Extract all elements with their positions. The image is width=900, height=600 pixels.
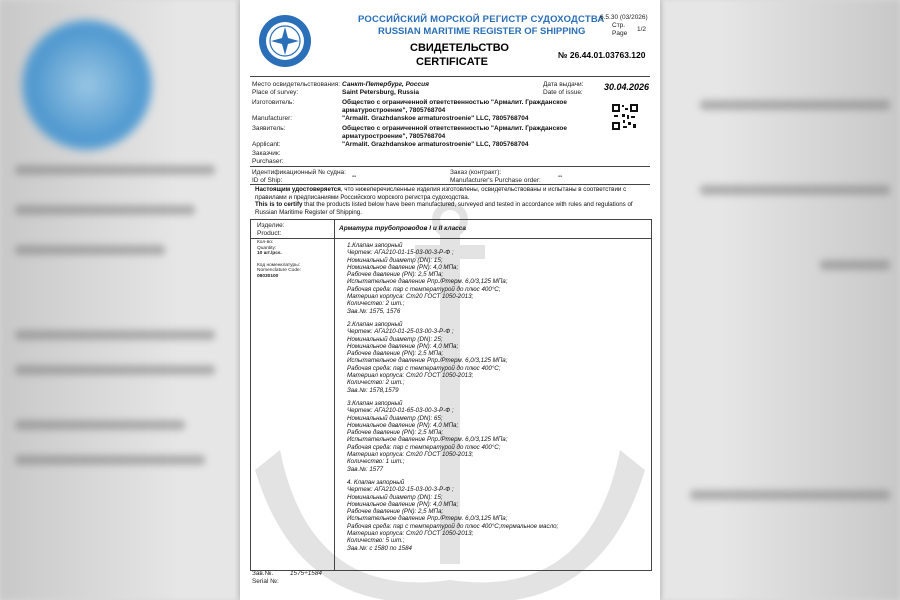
form-code: 6.5.30 (03/2026): [600, 14, 648, 21]
applicant-value-en: "Armalit. Grazhdanskoe armaturostroenie" LLC, 7805768704: [342, 141, 529, 148]
item-line: 1.Клапан запорный: [347, 242, 403, 249]
item-line: Зав.№: 1578,1579: [347, 386, 399, 394]
product-name: Арматура трубопроводов I и II класса: [339, 225, 467, 232]
blur-line: [15, 455, 205, 465]
item-line: Номинальный диаметр (DN): 15;: [347, 493, 443, 501]
place-value-ru: Санкт-Петербург, Россия: [342, 81, 429, 88]
date-label-en: Date of issue:: [543, 89, 583, 96]
item-line: Рабочая среда: пар с температурой до плюс 400°С;: [347, 443, 501, 451]
blur-line: [700, 100, 890, 110]
place-label-en: Place of survey:: [252, 89, 299, 96]
item-list: [347, 242, 558, 558]
blur-line: [820, 260, 890, 270]
item-line: Рабочее давление (PN): 2,5 МПа;: [347, 508, 444, 516]
manufacturer-value-en: "Armalit. Grazhdanskoe armaturostroenie" LLC, 7805768704: [342, 115, 529, 122]
manufacturer-value-ru-1: Общество с ограниченной ответственностью "Армалит. Гражданское: [342, 99, 567, 106]
item-line: Чертеж: АГА210-01-65-03-00-3-Р-Ф ;: [347, 407, 454, 415]
item-line: Количество: 1 шт.;: [347, 458, 405, 466]
item-line: Номинальное давление (PN): 4,0 МПа;: [347, 421, 459, 429]
quantity-value: 10 шт./pcs.: [257, 251, 282, 257]
title-ru: СВИДЕТЕЛЬСТВО: [410, 42, 509, 54]
title-en: CERTIFICATE: [416, 56, 488, 68]
item-line: Чертеж: АГА210-01-15-03-00-3-Р-Ф ;: [347, 249, 454, 257]
item-line: Зав.№: с 1580 по 1584: [347, 544, 412, 552]
quantity-label-en: Quantity:: [257, 245, 277, 251]
list-item: [347, 400, 558, 473]
purchaser-label-en: Purchaser:: [252, 158, 284, 165]
item-line: Материал корпуса: Ст20 ГОСТ 1050-2013;: [347, 529, 474, 537]
rs-seal-icon: [258, 14, 312, 68]
ship-id-label-ru: Идентификационный № судна:: [252, 169, 346, 176]
applicant-value-ru-2: арматуростроение", 7805768704: [342, 133, 446, 140]
blur-line: [15, 205, 195, 215]
issue-date: 30.04.2026: [604, 82, 650, 92]
applicant-label-ru: Заявитель:: [252, 125, 286, 132]
org-name-ru: РОССИЙСКИЙ МОРСКОЙ РЕГИСТР СУДОХОДСТВА: [358, 14, 605, 25]
serial-label-ru: Зав.№.: [252, 570, 274, 577]
statement-ru-text: , что нижеперечисленные изделия изготовлены, освидетельствованы и испытаны в соответствии с правилами и предписаниями Российского морского регистра судоходства.: [255, 186, 627, 201]
item-line: Номинальный диаметр (DN): 15;: [347, 256, 443, 264]
product-label-en: Product:: [257, 230, 282, 237]
manufacturer-value-ru-2: арматуростроение", 7805768704: [342, 107, 446, 114]
nomenclature-label-ru: Код номенклатуры:: [257, 262, 300, 268]
page-number: 1/2: [637, 26, 647, 33]
item-line: Материал корпуса: Ст20 ГОСТ 1050-2013;: [347, 293, 474, 301]
item-line: Испытательное давление Pпр./Pтерм. 6,0/3,125 МПа;: [347, 515, 508, 523]
item-line: Материал корпуса: Ст20 ГОСТ 1050-2013;: [347, 372, 474, 380]
manufacturer-label-en: Manufacturer:: [252, 115, 293, 122]
product-label-ru: Изделие:: [257, 222, 285, 229]
item-line: Рабочее давление (PN): 2,5 МПа;: [347, 350, 444, 358]
table-divider: [334, 220, 335, 570]
item-line: Рабочая среда: пар с температурой до плюс 400°С;: [347, 285, 501, 293]
item-line: 2.Клапан запорный: [347, 320, 403, 328]
page-label-en: Page: [612, 30, 628, 37]
list-item: [347, 321, 558, 394]
certificate-page: [240, 0, 660, 600]
statement-ru-bold: Настоящим удостоверяется: [255, 186, 341, 193]
item-line: Чертеж: АГА210-01-25-03-00-3-Р-Ф ;: [347, 328, 454, 336]
statement-en-text: that the products listed below have been manufactured, surveyed and tested in accordance with rules and regulations of Russian Maritime Register of Shipping.: [255, 201, 633, 216]
list-item: [347, 242, 558, 315]
product-table: [250, 219, 652, 571]
order-value: --: [558, 173, 563, 180]
order-label-en: Manufacturer's Purchase order:: [450, 177, 541, 184]
product-details: [257, 240, 301, 280]
divider: [250, 166, 650, 167]
blur-line: [15, 165, 215, 175]
org-name-en: RUSSIAN MARITIME REGISTER OF SHIPPING: [378, 26, 586, 37]
blurred-logo: [22, 20, 152, 150]
item-line: Испытательное давление Pпр./Pтерм. 6,0/3,125 МПа;: [347, 278, 508, 286]
item-line: Номинальное давление (PN): 4,0 МПа;: [347, 500, 459, 508]
order-label-ru: Заказ (контракт):: [450, 169, 502, 176]
nomenclature-label-en: Nomenclature Code:: [257, 268, 301, 274]
item-line: Номинальное давление (PN): 4,0 МПа;: [347, 342, 459, 350]
manufacturer-label-ru: Изготовитель:: [252, 99, 295, 106]
item-line: Номинальное давление (PN): 4,0 МПа;: [347, 263, 459, 271]
page-label-ru: Стр.: [612, 22, 626, 29]
place-value-en: Saint Petersburg, Russia: [342, 89, 419, 96]
blur-line: [15, 330, 215, 340]
serial-label-en: Serial №:: [252, 578, 279, 585]
purchaser-label-ru: Заказчик:: [252, 150, 281, 157]
blur-line: [700, 185, 890, 195]
place-label-ru: Место освидетельствования:: [252, 81, 341, 88]
item-line: Чертеж: АГА210-02-15-03-00-3-Р-Ф ;: [347, 486, 454, 494]
page-indicator: [612, 22, 646, 38]
item-line: Рабочая среда: пар с температурой до плюс 400°С;термальное масло;: [347, 522, 559, 530]
ship-id-label-en: ID of Ship:: [252, 177, 283, 184]
nomenclature-code: 08030100: [257, 273, 279, 279]
blur-line: [690, 490, 890, 500]
item-line: Количество: 5 шт.;: [347, 537, 405, 545]
item-line: Зав.№: 1575, 1576: [347, 307, 401, 315]
date-label-ru: Дата выдачи:: [543, 81, 584, 88]
divider: [250, 76, 650, 77]
item-line: Испытательное давление Pпр./Pтерм. 6,0/3,125 МПа;: [347, 357, 508, 365]
item-line: Номинальный диаметр (DN): 65;: [347, 414, 443, 422]
table-divider: [251, 238, 651, 239]
certification-statement: [255, 186, 645, 216]
item-line: Количество: 2 шт.;: [347, 379, 405, 387]
certificate-number: № 26.44.01.03763.120: [558, 50, 646, 60]
blur-line: [15, 420, 185, 430]
statement-en-bold: This is to certify: [255, 201, 303, 209]
quantity-label-ru: Кол-во:: [257, 240, 274, 245]
ship-id-value: --: [352, 173, 357, 180]
divider: [250, 184, 650, 185]
item-line: Рабочее давление (PN): 2,5 МПа;: [347, 271, 444, 279]
item-line: Зав.№: 1577: [347, 465, 384, 473]
item-line: 4. Клапан запорный: [347, 478, 405, 486]
qr-code-icon: [612, 104, 638, 130]
item-line: Количество: 2 шт.;: [347, 300, 405, 308]
blur-line: [15, 365, 215, 375]
applicant-label-en: Applicant:: [252, 141, 281, 148]
list-item: [347, 479, 558, 552]
item-line: Рабочая среда: пар с температурой до плюс 400°С;: [347, 364, 501, 372]
item-line: Испытательное давление Pпр./Pтерм. 6,0/3,125 МПа;: [347, 436, 508, 444]
item-line: Рабочее давление (PN): 2,5 МПа;: [347, 429, 444, 437]
applicant-value-ru-1: Общество с ограниченной ответственностью "Армалит. Гражданское: [342, 125, 567, 132]
item-line: Материал корпуса: Ст20 ГОСТ 1050-2013;: [347, 451, 474, 459]
blur-line: [15, 245, 165, 255]
item-line: Номинальный диаметр (DN): 25;: [347, 335, 443, 343]
item-line: 3.Клапан запорный: [347, 399, 403, 407]
serial-value: 1575÷1584: [290, 570, 322, 577]
